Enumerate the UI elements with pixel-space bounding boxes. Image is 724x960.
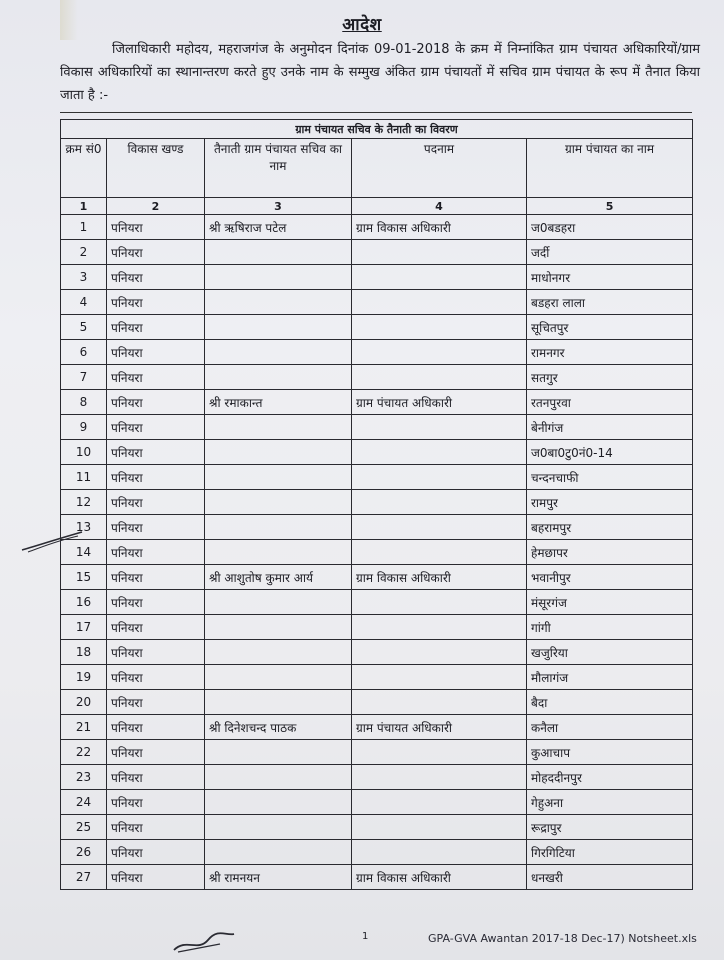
designation-cell — [352, 740, 527, 765]
designation-cell — [352, 340, 527, 365]
table-row — [61, 390, 693, 415]
secretary-name-cell — [205, 365, 352, 390]
table-row — [61, 290, 693, 315]
secretary-name-cell: श्री दिनेशचन्द पाठक — [205, 715, 352, 740]
secretary-name-cell — [205, 465, 352, 490]
panchayat-cell: हेमछापर — [527, 540, 693, 565]
designation-cell — [352, 540, 527, 565]
table-row — [61, 615, 693, 640]
secretary-name-cell: श्री ऋषिराज पटेल — [205, 215, 352, 240]
serial-cell: 6 — [61, 340, 107, 365]
panchayat-cell: ज0बा0टु0नं0-14 — [527, 440, 693, 465]
block-cell: पनियरा — [107, 265, 205, 290]
block-cell: पनियरा — [107, 565, 205, 590]
column-number: 1 — [61, 198, 107, 215]
column-number: 2 — [107, 198, 205, 215]
table-caption-row — [61, 120, 693, 139]
serial-cell: 7 — [61, 365, 107, 390]
table-row — [61, 340, 693, 365]
secretary-name-cell — [205, 315, 352, 340]
panchayat-cell: रूद्रापुर — [527, 815, 693, 840]
table-row — [61, 465, 693, 490]
panchayat-cell: रामनगर — [527, 340, 693, 365]
designation-cell: ग्राम विकास अधिकारी — [352, 865, 527, 890]
secretary-name-cell — [205, 515, 352, 540]
designation-cell — [352, 465, 527, 490]
serial-cell: 16 — [61, 590, 107, 615]
designation-cell — [352, 240, 527, 265]
serial-cell: 18 — [61, 640, 107, 665]
block-cell: पनियरा — [107, 390, 205, 415]
header-serial: क्रम सं0 — [61, 139, 107, 198]
file-label: GPA-GVA Awantan 2017-18 Dec-17) Notsheet.xls — [428, 932, 697, 945]
divider-line — [60, 112, 692, 113]
designation-cell — [352, 290, 527, 315]
designation-cell — [352, 315, 527, 340]
panchayat-cell: बैदा — [527, 690, 693, 715]
secretary-name-cell: श्री रामनयन — [205, 865, 352, 890]
serial-cell: 8 — [61, 390, 107, 415]
table-row — [61, 365, 693, 390]
serial-cell: 9 — [61, 415, 107, 440]
secretary-name-cell — [205, 790, 352, 815]
secretary-name-cell — [205, 740, 352, 765]
table-row — [61, 565, 693, 590]
panchayat-cell: सूचितपुर — [527, 315, 693, 340]
handwritten-tick-mark — [20, 528, 84, 554]
block-cell: पनियरा — [107, 315, 205, 340]
serial-cell: 5 — [61, 315, 107, 340]
block-cell: पनियरा — [107, 840, 205, 865]
block-cell: पनियरा — [107, 790, 205, 815]
column-number-row — [61, 198, 693, 215]
serial-cell: 27 — [61, 865, 107, 890]
block-cell: पनियरा — [107, 815, 205, 840]
designation-cell — [352, 615, 527, 640]
designation-cell — [352, 840, 527, 865]
table-row — [61, 640, 693, 665]
secretary-name-cell — [205, 590, 352, 615]
serial-cell: 24 — [61, 790, 107, 815]
table-row — [61, 840, 693, 865]
panchayat-cell: धनखरी — [527, 865, 693, 890]
serial-cell: 26 — [61, 840, 107, 865]
designation-cell: ग्राम विकास अधिकारी — [352, 565, 527, 590]
panchayat-cell: ज0बडहरा — [527, 215, 693, 240]
posting-table — [60, 119, 693, 890]
panchayat-cell: खजुरिया — [527, 640, 693, 665]
designation-cell: ग्राम पंचायत अधिकारी — [352, 715, 527, 740]
block-cell: पनियरा — [107, 340, 205, 365]
block-cell: पनियरा — [107, 740, 205, 765]
serial-cell: 21 — [61, 715, 107, 740]
table-body — [61, 215, 693, 890]
secretary-name-cell — [205, 265, 352, 290]
panchayat-cell: मौलागंज — [527, 665, 693, 690]
secretary-name-cell — [205, 490, 352, 515]
designation-cell — [352, 265, 527, 290]
block-cell: पनियरा — [107, 640, 205, 665]
block-cell: पनियरा — [107, 715, 205, 740]
block-cell: पनियरा — [107, 415, 205, 440]
panchayat-cell: रतनपुरवा — [527, 390, 693, 415]
secretary-name-cell — [205, 440, 352, 465]
panchayat-cell: माधोनगर — [527, 265, 693, 290]
serial-cell: 10 — [61, 440, 107, 465]
designation-cell — [352, 440, 527, 465]
designation-cell — [352, 590, 527, 615]
serial-cell: 13 — [61, 515, 107, 540]
secretary-name-cell: श्री रमाकान्त — [205, 390, 352, 415]
table-row — [61, 765, 693, 790]
designation-cell — [352, 765, 527, 790]
secretary-name-cell — [205, 765, 352, 790]
column-number: 4 — [352, 198, 527, 215]
secretary-name-cell — [205, 540, 352, 565]
panchayat-cell: गेहुअना — [527, 790, 693, 815]
panchayat-cell: मोहददीनपुर — [527, 765, 693, 790]
panchayat-cell: गिरगिटिया — [527, 840, 693, 865]
secretary-name-cell — [205, 640, 352, 665]
block-cell: पनियरा — [107, 365, 205, 390]
block-cell: पनियरा — [107, 465, 205, 490]
panchayat-cell: रामपुर — [527, 490, 693, 515]
secretary-name-cell — [205, 415, 352, 440]
table-row — [61, 440, 693, 465]
column-number: 3 — [205, 198, 352, 215]
secretary-name-cell — [205, 665, 352, 690]
panchayat-cell: कनैला — [527, 715, 693, 740]
designation-cell — [352, 640, 527, 665]
signature-scribble — [172, 930, 236, 954]
table-row — [61, 415, 693, 440]
serial-cell: 1 — [61, 215, 107, 240]
serial-cell: 3 — [61, 265, 107, 290]
block-cell: पनियरा — [107, 440, 205, 465]
table-row — [61, 690, 693, 715]
serial-cell: 11 — [61, 465, 107, 490]
block-cell: पनियरा — [107, 240, 205, 265]
table-row — [61, 665, 693, 690]
block-cell: पनियरा — [107, 290, 205, 315]
designation-cell — [352, 665, 527, 690]
serial-cell: 22 — [61, 740, 107, 765]
table-row — [61, 590, 693, 615]
secretary-name-cell: श्री आशुतोष कुमार आर्य — [205, 565, 352, 590]
header-secretary: तैनाती ग्राम पंचायत सचिव का नाम — [205, 139, 352, 198]
designation-cell — [352, 490, 527, 515]
serial-cell: 23 — [61, 765, 107, 790]
serial-cell: 25 — [61, 815, 107, 840]
table-row — [61, 515, 693, 540]
block-cell: पनियरा — [107, 515, 205, 540]
panchayat-cell: बहरामपुर — [527, 515, 693, 540]
table-row — [61, 265, 693, 290]
block-cell: पनियरा — [107, 215, 205, 240]
panchayat-cell: बडहरा लाला — [527, 290, 693, 315]
panchayat-cell: जर्दी — [527, 240, 693, 265]
header-panchayat: ग्राम पंचायत का नाम — [527, 139, 693, 198]
panchayat-cell: भवानीपुर — [527, 565, 693, 590]
block-cell: पनियरा — [107, 490, 205, 515]
secretary-name-cell — [205, 340, 352, 365]
serial-cell: 14 — [61, 540, 107, 565]
designation-cell — [352, 365, 527, 390]
secretary-name-cell — [205, 240, 352, 265]
column-number: 5 — [527, 198, 693, 215]
secretary-name-cell — [205, 690, 352, 715]
block-cell: पनियरा — [107, 540, 205, 565]
secretary-name-cell — [205, 615, 352, 640]
serial-cell: 2 — [61, 240, 107, 265]
panchayat-cell: कुआचाप — [527, 740, 693, 765]
block-cell: पनियरा — [107, 690, 205, 715]
panchayat-cell: चन्दनचाफी — [527, 465, 693, 490]
page-number: 1 — [362, 931, 369, 942]
document-title: आदेश — [342, 15, 382, 35]
block-cell: पनियरा — [107, 615, 205, 640]
table-row — [61, 315, 693, 340]
serial-cell: 19 — [61, 665, 107, 690]
block-cell: पनियरा — [107, 865, 205, 890]
block-cell: पनियरा — [107, 590, 205, 615]
table-row — [61, 490, 693, 515]
block-cell: पनियरा — [107, 665, 205, 690]
header-block: विकास खण्ड — [107, 139, 205, 198]
serial-cell: 4 — [61, 290, 107, 315]
table-row — [61, 815, 693, 840]
panchayat-cell: बेनीगंज — [527, 415, 693, 440]
designation-cell: ग्राम पंचायत अधिकारी — [352, 390, 527, 415]
serial-cell: 15 — [61, 565, 107, 590]
table-row — [61, 790, 693, 815]
table-row — [61, 740, 693, 765]
designation-cell: ग्राम विकास अधिकारी — [352, 215, 527, 240]
designation-cell — [352, 690, 527, 715]
designation-cell — [352, 415, 527, 440]
secretary-name-cell — [205, 840, 352, 865]
secretary-name-cell — [205, 290, 352, 315]
block-cell: पनियरा — [107, 765, 205, 790]
serial-cell: 20 — [61, 690, 107, 715]
designation-cell — [352, 790, 527, 815]
table-header-row — [61, 139, 693, 198]
panchayat-cell: गांगी — [527, 615, 693, 640]
designation-cell — [352, 515, 527, 540]
designation-cell — [352, 815, 527, 840]
table-row — [61, 540, 693, 565]
panchayat-cell: सतगुर — [527, 365, 693, 390]
serial-cell: 17 — [61, 615, 107, 640]
table-row — [61, 865, 693, 890]
table-row — [61, 715, 693, 740]
order-paragraph: जिलाधिकारी महोदय, महराजगंज के अनुमोदन दिनांक 09-01-2018 के क्रम में निम्नांकित ग्राम पंचायत अधिकारियों/ग्राम विकास अधिकारियों का स्थानान्तरण करते हुए उनके नाम के सम्मुख अंकित ग्राम पंचायतों में सचिव ग्राम पंचायत के रूप में तैनात किया जाता है :- — [60, 42, 700, 103]
header-designation: पदनाम — [352, 139, 527, 198]
serial-cell: 12 — [61, 490, 107, 515]
secretary-name-cell — [205, 815, 352, 840]
table-row — [61, 215, 693, 240]
table-caption: ग्राम पंचायत सचिव के तैनाती का विवरण — [61, 120, 693, 139]
table-row — [61, 240, 693, 265]
panchayat-cell: मंसूरगंज — [527, 590, 693, 615]
